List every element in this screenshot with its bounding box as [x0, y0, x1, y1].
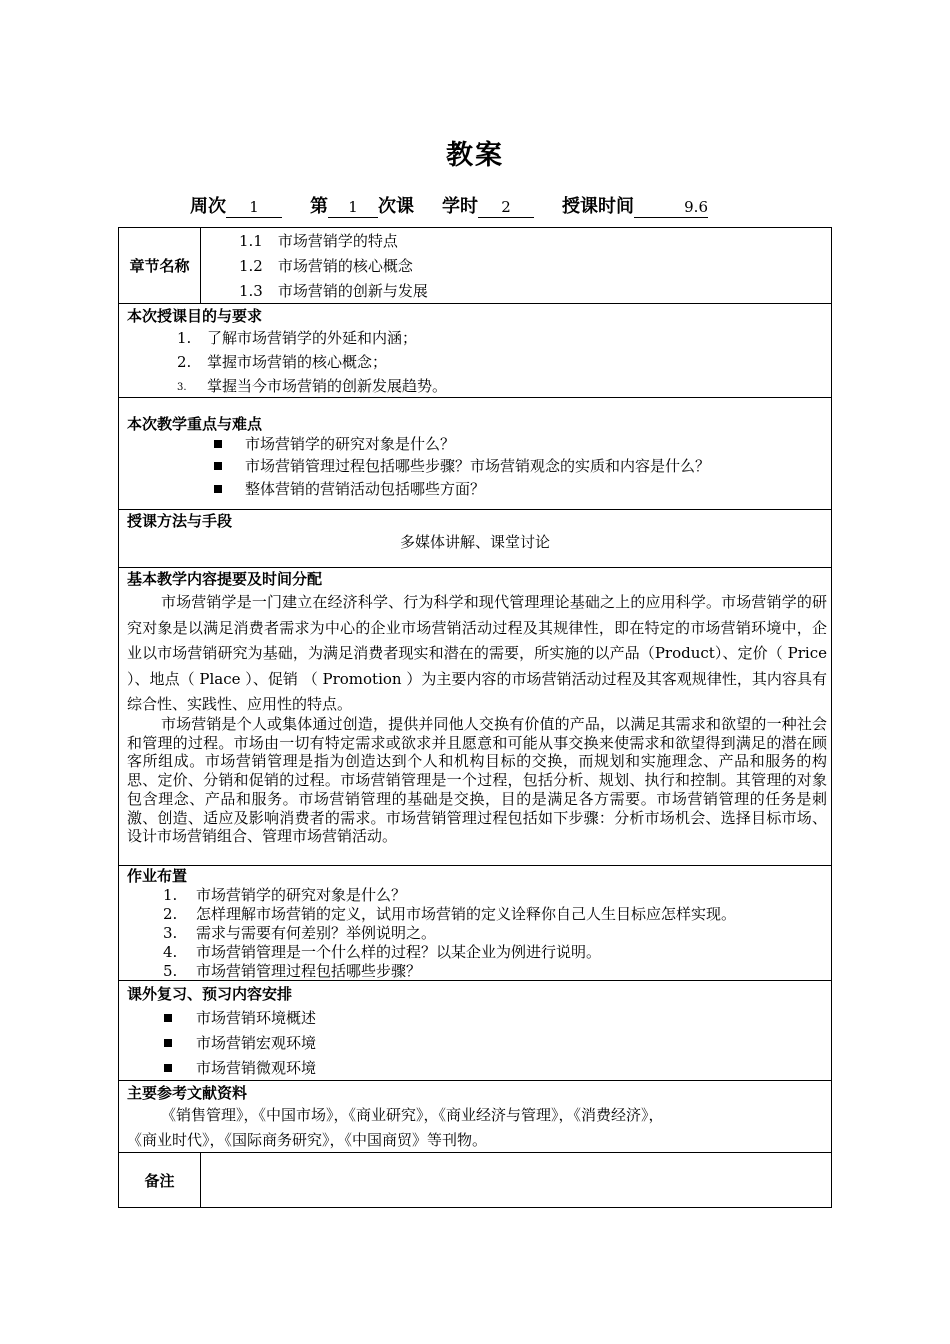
- key-point-text: 市场营销管理过程包括哪些步骤？市场营销观念的实质和内容是什么？: [245, 457, 711, 475]
- bullet-square-icon: [214, 462, 222, 470]
- objective-number: 3.: [177, 382, 187, 393]
- homework-text: 市场营销管理过程包括哪些步骤？: [196, 962, 422, 980]
- review-item: 市场营销环境概述: [196, 1009, 317, 1027]
- homework-text: 需求与需要有何差别？举例说明之。: [196, 924, 437, 942]
- time-value: 9.6: [634, 197, 708, 218]
- objectives-heading: 本次授课目的与要求: [127, 307, 263, 325]
- homework-heading: 作业布置: [127, 867, 188, 885]
- homework-number: 1.: [163, 886, 178, 904]
- references-line-1: 《销售管理》，《中国市场》，《商业研究》，《商业经济与管理》，《消费经济》，: [161, 1106, 664, 1124]
- lesson-prefix: 第: [310, 196, 328, 217]
- key-point-text: 市场营销学的研究对象是什么？: [245, 435, 456, 453]
- notes-row: [119, 1153, 831, 1207]
- content-row: [119, 568, 831, 866]
- objective-text: 了解市场营销学的外延和内涵；: [207, 329, 418, 347]
- lesson-plan-table: [118, 227, 832, 1208]
- key-points-heading: 本次教学重点与难点: [127, 415, 263, 433]
- bullet-square-icon: [164, 1039, 172, 1047]
- week-value: 1: [226, 197, 282, 218]
- chapter-item: 1.1 市场营销学的特点: [239, 232, 398, 250]
- lesson-suffix: 次课: [378, 196, 414, 217]
- objectives-row: [119, 304, 831, 398]
- methods-heading: 授课方法与手段: [127, 512, 233, 530]
- methods-row: [119, 510, 831, 568]
- notes-label: 备注: [119, 1153, 201, 1207]
- lesson-value: 1: [328, 197, 378, 218]
- homework-text: 怎样理解市场营销的定义，试用市场营销的定义诠释你自己人生目标应怎样实现。: [196, 905, 737, 923]
- time-label: 授课时间: [562, 196, 634, 217]
- bullet-square-icon: [164, 1014, 172, 1022]
- page-title: 教案: [446, 140, 504, 171]
- chapter-item: 1.3 市场营销的创新与发展: [239, 282, 428, 300]
- key-point-text: 整体营销的营销活动包括哪些方面？: [245, 480, 486, 498]
- content-paragraph-1: 市场营销学是一门建立在经济科学、行为科学和现代管理理论基础之上的应用科学。市场营销学的研究对象是以满足消费者需求为中心的企业市场营销活动过程及其规律性，即在特定的市场营销环境中，企业以市场营销研究为基础，为满足消费者现实和潜在的需要，所实施的以产品（Product）、定价（ Price ）、地点（ Place ）、促销 （ Promotion ）为主要内容的市场营销活动过程及其客观规律性，其内容具有综合性、实践性、应用性的特点。: [127, 593, 827, 713]
- references-row: [119, 1081, 831, 1153]
- lesson-meta: [190, 192, 708, 218]
- chapter-row: [119, 228, 831, 304]
- references-line-2: 《商业时代》，《国际商务研究》，《中国商贸》等刊物。: [127, 1131, 488, 1149]
- homework-number: 5.: [163, 962, 178, 980]
- key-points-row: [119, 398, 831, 510]
- bullet-square-icon: [214, 485, 222, 493]
- bullet-square-icon: [214, 440, 222, 448]
- content-paragraph-2: 市场营销是个人或集体通过创造，提供并同他人交换有价值的产品，以满足其需求和欲望的一种社会和管理的过程。市场由一切有特定需求或欲求并且愿意和可能从事交换来使需求和欲望得到满足的潜在顾客所组成。市场营销管理是指为创造达到个人和机构目标的交换，而规划和实施理念、产品和服务的构思、定价、分销和促销的过程。市场营销管理是一个过程，包括分析、规划、执行和控制。其管理的对象包含理念、产品和服务。市场营销管理的基础是交换，目的是满足各方需要。市场营销管理的任务是刺激、创造、适应及影响消费者的需求。市场营销管理过程包括如下步骤：分析市场机会、选择目标市场、设计市场营销组合、管理市场营销活动。: [127, 715, 827, 846]
- bullet-square-icon: [164, 1064, 172, 1072]
- content-heading: 基本教学内容提要及时间分配: [127, 570, 323, 588]
- objective-number: 1.: [177, 329, 192, 347]
- objective-text: 掌握市场营销的核心概念；: [207, 353, 388, 371]
- homework-text: 市场营销管理是一个什么样的过程？以某企业为例进行说明。: [196, 943, 602, 961]
- week-label: 周次: [190, 196, 226, 217]
- homework-number: 3.: [163, 924, 178, 942]
- homework-number: 2.: [163, 905, 178, 923]
- hours-value: 2: [478, 197, 534, 218]
- chapter-label: 章节名称: [119, 228, 201, 303]
- homework-row: [119, 866, 831, 981]
- review-row: [119, 981, 831, 1081]
- review-item: 市场营销宏观环境: [196, 1034, 317, 1052]
- references-heading: 主要参考文献资料: [127, 1084, 248, 1102]
- chapter-item: 1.2 市场营销的核心概念: [239, 257, 413, 275]
- review-heading: 课外复习、预习内容安排: [127, 985, 293, 1003]
- review-item: 市场营销微观环境: [196, 1059, 317, 1077]
- objective-text: 掌握当今市场营销的创新发展趋势。: [207, 377, 448, 395]
- methods-text: 多媒体讲解、课堂讨论: [399, 533, 550, 551]
- objective-number: 2.: [177, 353, 192, 371]
- homework-text: 市场营销学的研究对象是什么？: [196, 886, 407, 904]
- homework-number: 4.: [163, 943, 178, 961]
- hours-label: 学时: [442, 196, 478, 217]
